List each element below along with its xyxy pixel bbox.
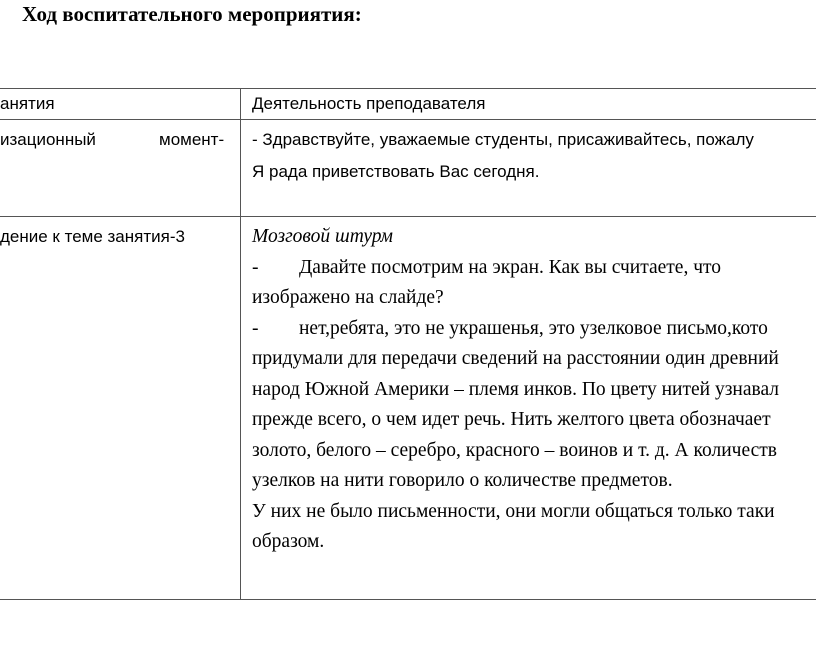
list-item-continuation: народ Южной Америки – племя инков. По цвету нитей узнавал — [252, 378, 780, 400]
list-item-continuation: придумали для передачи сведений на расстоянии один древний — [252, 348, 779, 369]
page-title: Ход воспитательного мероприятия: — [22, 2, 362, 26]
header-col-teacher-activity: Деятельность преподавателя — [252, 94, 486, 113]
table-column-divider — [240, 88, 241, 600]
list-item-continuation: узелков на нити говорило о количестве предметов. — [252, 470, 673, 491]
list-item: - Давайте посмотрим на экран. Как вы считаете, что — [252, 256, 722, 278]
brainstorm-heading: Мозговой штурм — [252, 226, 393, 247]
list-item: - нет,ребята, это не украшенья, это узелковое письмо,кото — [252, 317, 768, 339]
table-border-bottom — [0, 599, 816, 600]
list-item-continuation: образом. — [252, 531, 325, 552]
list-item-continuation: изображено на слайде? — [252, 287, 444, 308]
row2-stage: дение к теме занятия-3 — [0, 227, 185, 246]
row1-stage-left: изационный — [0, 130, 96, 149]
row1-stage-right: момент- — [159, 130, 225, 149]
list-item-continuation: У них не было письменности, они могли общаться только таки — [252, 500, 775, 522]
table-border-top — [0, 88, 816, 89]
list-item-continuation: золото, белого – серебро, красного – воинов и т. д. А количеств — [252, 439, 777, 461]
table-divider-row1 — [0, 216, 816, 217]
row2-teacher-content — [252, 222, 779, 558]
row1-teacher-line: - Здравствуйте, уважаемые студенты, присаживайтесь, пожалу — [252, 130, 754, 149]
list-item-continuation: прежде всего, о чем идет речь. Нить желтого цвета обозначает — [252, 409, 771, 430]
table-divider-header — [0, 119, 816, 120]
header-col-stage: анятия — [0, 94, 55, 113]
row1-teacher-line: Я рада приветствовать Вас сегодня. — [252, 162, 540, 181]
